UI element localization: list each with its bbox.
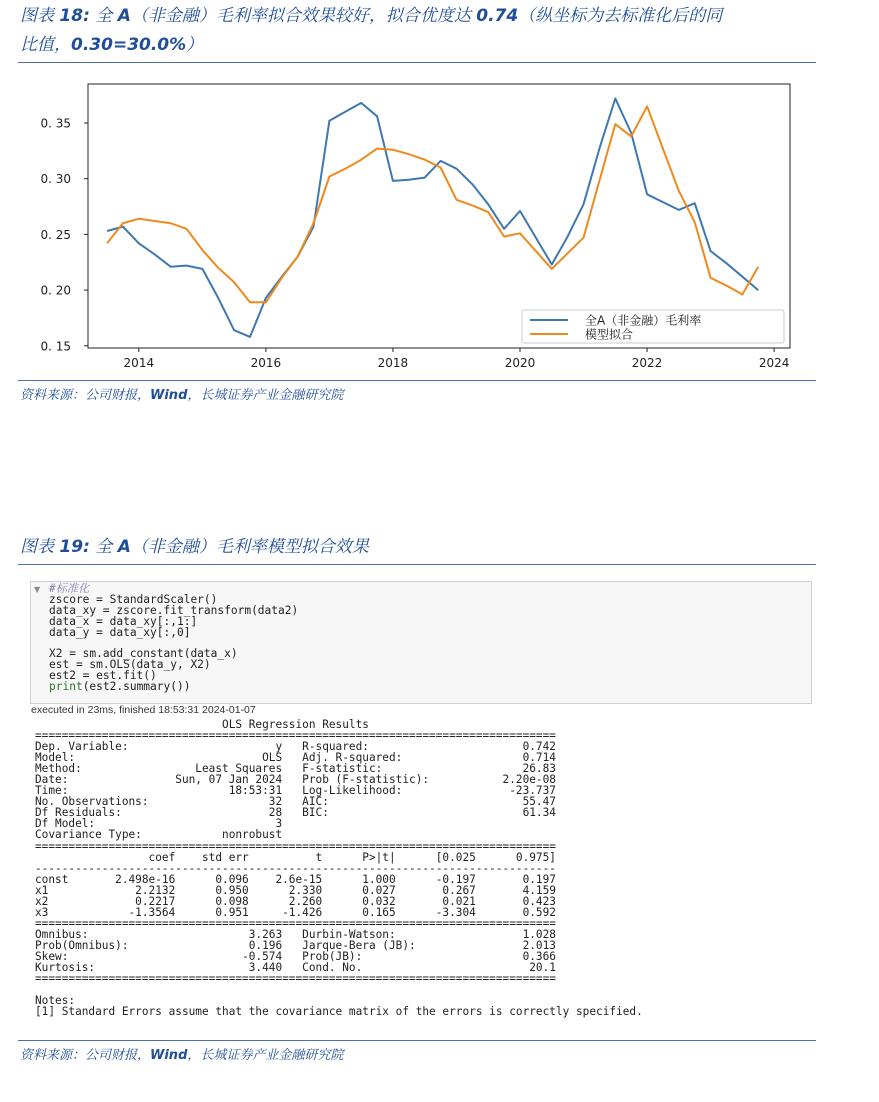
caption-text: （非金融）毛利率拟合效果较好，拟合优度达 — [130, 6, 477, 26]
source-text: 资料来源：公司财报， — [20, 1048, 151, 1063]
source-rule — [18, 380, 816, 381]
y-tick-label: 0. 15 — [40, 339, 71, 354]
legend — [522, 310, 784, 343]
margin-fit-chart — [0, 64, 879, 380]
y-tick-label: 0. 25 — [40, 227, 71, 242]
code-print-keyword: print — [49, 680, 83, 694]
plot-frame — [88, 84, 790, 348]
caption-a: A — [117, 6, 131, 26]
execution-info: executed in 23ms, finished 18:53:31 2024-01-07 — [31, 704, 256, 716]
code-line: zscore = StandardScaler() — [49, 592, 218, 606]
code-print-args: (est2.summary()) — [82, 680, 191, 694]
source-rule — [18, 1040, 816, 1041]
ols-summary-output: OLS Regression Results ============================================================================== Dep. Variable: y R-squared: 0.742 Model: OLS Adj. R-squared: 0.714 Method: Least Squares F-statistic: 26.83 Date: Sun, 07 Jan 2024 Prob (F-statistic): 2.20e-08 Time: 18:53:31 Log-Likelihood: -23.737 No. Observations: 32 AIC: 55.47 Df Residuals: 28 BIC: 61.34 Df Model: 3 Covariance Type: nonrobust ============================================================================== coef std err t P>|t| [0.025 0.975] ------------------------------------------------------------------------------ const 2.498e-16 0.096 2.6e-15 1.000 -0.197 0.197 x1 2.2132 0.950 2.330 0.027 0.267 4.159 x2 0.2217 0.098 2.260 0.032 0.021 0.423 x3 -1.3564 0.951 -1.426 0.165 -3.304 0.592 ============================================================================== Omnibus: 3.263 Durbin-Watson: 1.028 Prob(Omnibus): 0.196 Jarque-Bera (JB): 2.013 Skew: -0.574 Prob(JB): 0.366 Kurtosis: 3.440 Cond. No. 20.1 ============================================================================== Notes: [1] Standard Errors assume that the covariance matrix of the errors is correctly specified. — [35, 718, 643, 1019]
x-tick-label: 2014 — [123, 356, 155, 370]
source-wind: Wind — [150, 1048, 188, 1063]
figure-18-caption — [20, 4, 722, 29]
legend-label-2: 模型拟合 — [585, 327, 634, 342]
caption-text: ） — [186, 35, 204, 55]
source-text: 资料来源：公司财报， — [20, 388, 151, 403]
code-line: est2 = est.fit() — [49, 669, 157, 683]
caption-text: 全 — [89, 6, 118, 26]
x-tick-label: 2020 — [504, 356, 536, 370]
figure-19-caption — [20, 535, 369, 560]
caption-text: （纵坐标为去标准化后的同 — [518, 6, 723, 26]
caption-text: （非金融）毛利率模型拟合效果 — [130, 537, 369, 557]
caption-prefix: 图表 — [20, 6, 60, 26]
collapse-arrow-icon[interactable]: ▼ — [34, 585, 41, 594]
caption-number: 18: — [59, 6, 90, 26]
x-tick-label: 2024 — [758, 356, 790, 370]
caption-text: 全 — [89, 537, 118, 557]
code-line: X2 = sm.add_constant(data_x) — [49, 647, 238, 661]
caption-rule — [18, 564, 816, 565]
code-input[interactable] — [49, 584, 298, 693]
code-line: est = sm.OLS(data_y, X2) — [49, 658, 211, 672]
y-tick-label: 0. 30 — [40, 172, 71, 187]
caption-number: 19: — [59, 537, 90, 557]
figure-18-caption-line2 — [20, 33, 203, 58]
y-tick-label: 0. 35 — [40, 116, 71, 131]
caption-value: 0.30=30.0% — [71, 35, 187, 55]
x-tick-label: 2018 — [377, 356, 409, 370]
code-line: data_xy = zscore.fit_transform(data2) — [49, 603, 299, 617]
source-wind: Wind — [150, 388, 188, 403]
x-tick-label: 2016 — [250, 356, 282, 370]
code-line: data_y = data_xy[:,0] — [49, 625, 191, 639]
figure-19-source — [20, 1044, 343, 1063]
x-tick-label: 2022 — [631, 356, 663, 370]
y-tick-label: 0. 20 — [40, 283, 71, 298]
code-comment: #标准化 — [49, 582, 90, 595]
figure-18-source — [20, 384, 343, 403]
caption-text: 比值， — [20, 35, 71, 55]
source-text: ，长城证券产业金融研究院 — [187, 388, 344, 403]
caption-prefix: 图表 — [20, 537, 60, 557]
code-line: data_x = data_xy[:,1:] — [49, 614, 198, 628]
caption-a: A — [117, 537, 131, 557]
caption-rule — [18, 62, 816, 63]
caption-value: 0.74 — [476, 6, 519, 26]
legend-label-1: 全A（非金融）毛利率 — [585, 313, 702, 328]
source-text: ，长城证券产业金融研究院 — [187, 1048, 344, 1063]
